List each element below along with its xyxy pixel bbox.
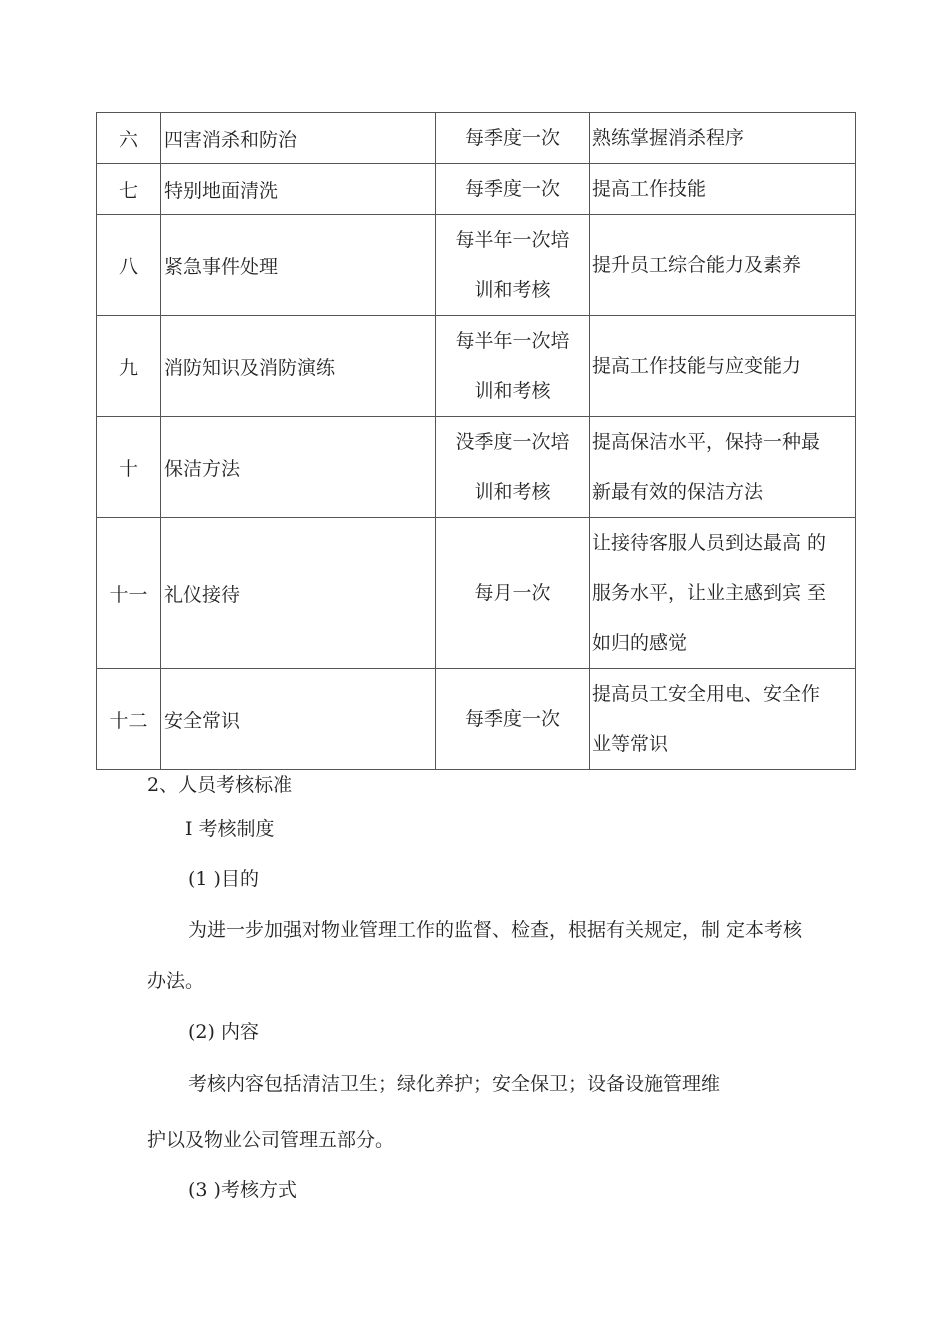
training-item: 四害消杀和防治 bbox=[161, 113, 436, 164]
row-number: 十 bbox=[97, 417, 161, 518]
training-frequency: 每半年一次培 训和考核 bbox=[436, 316, 590, 417]
table-row bbox=[97, 417, 856, 518]
table-row bbox=[97, 518, 856, 669]
row-number: 六 bbox=[97, 113, 161, 164]
content-text-cont: 护以及物业公司管理五部分。 bbox=[147, 1129, 395, 1151]
purpose-text-cont: 办法。 bbox=[147, 970, 205, 992]
training-goal: 提高工作技能 bbox=[590, 164, 856, 215]
training-goal: 提高工作技能与应变能力 bbox=[590, 316, 856, 417]
row-number: 九 bbox=[97, 316, 161, 417]
training-goal: 提升员工综合能力及素养 bbox=[590, 215, 856, 316]
training-frequency: 每季度一次 bbox=[436, 669, 590, 770]
training-frequency: 每半年一次培 训和考核 bbox=[436, 215, 590, 316]
training-frequency: 每季度一次 bbox=[436, 113, 590, 164]
training-goal: 提高保洁水平，保持一种最 新最有效的保洁方法 bbox=[590, 417, 856, 518]
table-row bbox=[97, 113, 856, 164]
training-item: 紧急事件处理 bbox=[161, 215, 436, 316]
training-item: 保洁方法 bbox=[161, 417, 436, 518]
training-goal: 提高员工安全用电、安全作 业等常识 bbox=[590, 669, 856, 770]
purpose-text: 为进一步加强对物业管理工作的监督、检查，根据有关规定，制 定本考核 bbox=[188, 919, 803, 941]
purpose-label: (1 )目的 bbox=[188, 868, 259, 890]
training-goal: 熟练掌握消杀程序 bbox=[590, 113, 856, 164]
section-heading: 2、人员考核标准 bbox=[147, 774, 293, 796]
table-row bbox=[97, 669, 856, 770]
training-frequency: 没季度一次培 训和考核 bbox=[436, 417, 590, 518]
table-row bbox=[97, 316, 856, 417]
training-item: 特别地面清洗 bbox=[161, 164, 436, 215]
row-number: 八 bbox=[97, 215, 161, 316]
training-item: 礼仪接待 bbox=[161, 518, 436, 669]
training-frequency: 每季度一次 bbox=[436, 164, 590, 215]
table-row bbox=[97, 215, 856, 316]
training-item: 安全常识 bbox=[161, 669, 436, 770]
table-row bbox=[97, 164, 856, 215]
training-item: 消防知识及消防演练 bbox=[161, 316, 436, 417]
row-number: 七 bbox=[97, 164, 161, 215]
row-number: 十一 bbox=[97, 518, 161, 669]
method-label: (3 )考核方式 bbox=[188, 1179, 297, 1201]
subsection-heading: I 考核制度 bbox=[185, 818, 275, 840]
training-frequency: 每月一次 bbox=[436, 518, 590, 669]
training-goal: 让接待客服人员到达最高 的 服务水平，让业主感到宾 至 如归的感觉 bbox=[590, 518, 856, 669]
content-label: (2) 内容 bbox=[188, 1021, 259, 1043]
training-table bbox=[96, 112, 856, 770]
content-text: 考核内容包括清洁卫生；绿化养护；安全保卫；设备设施管理维 bbox=[188, 1073, 721, 1095]
row-number: 十二 bbox=[97, 669, 161, 770]
